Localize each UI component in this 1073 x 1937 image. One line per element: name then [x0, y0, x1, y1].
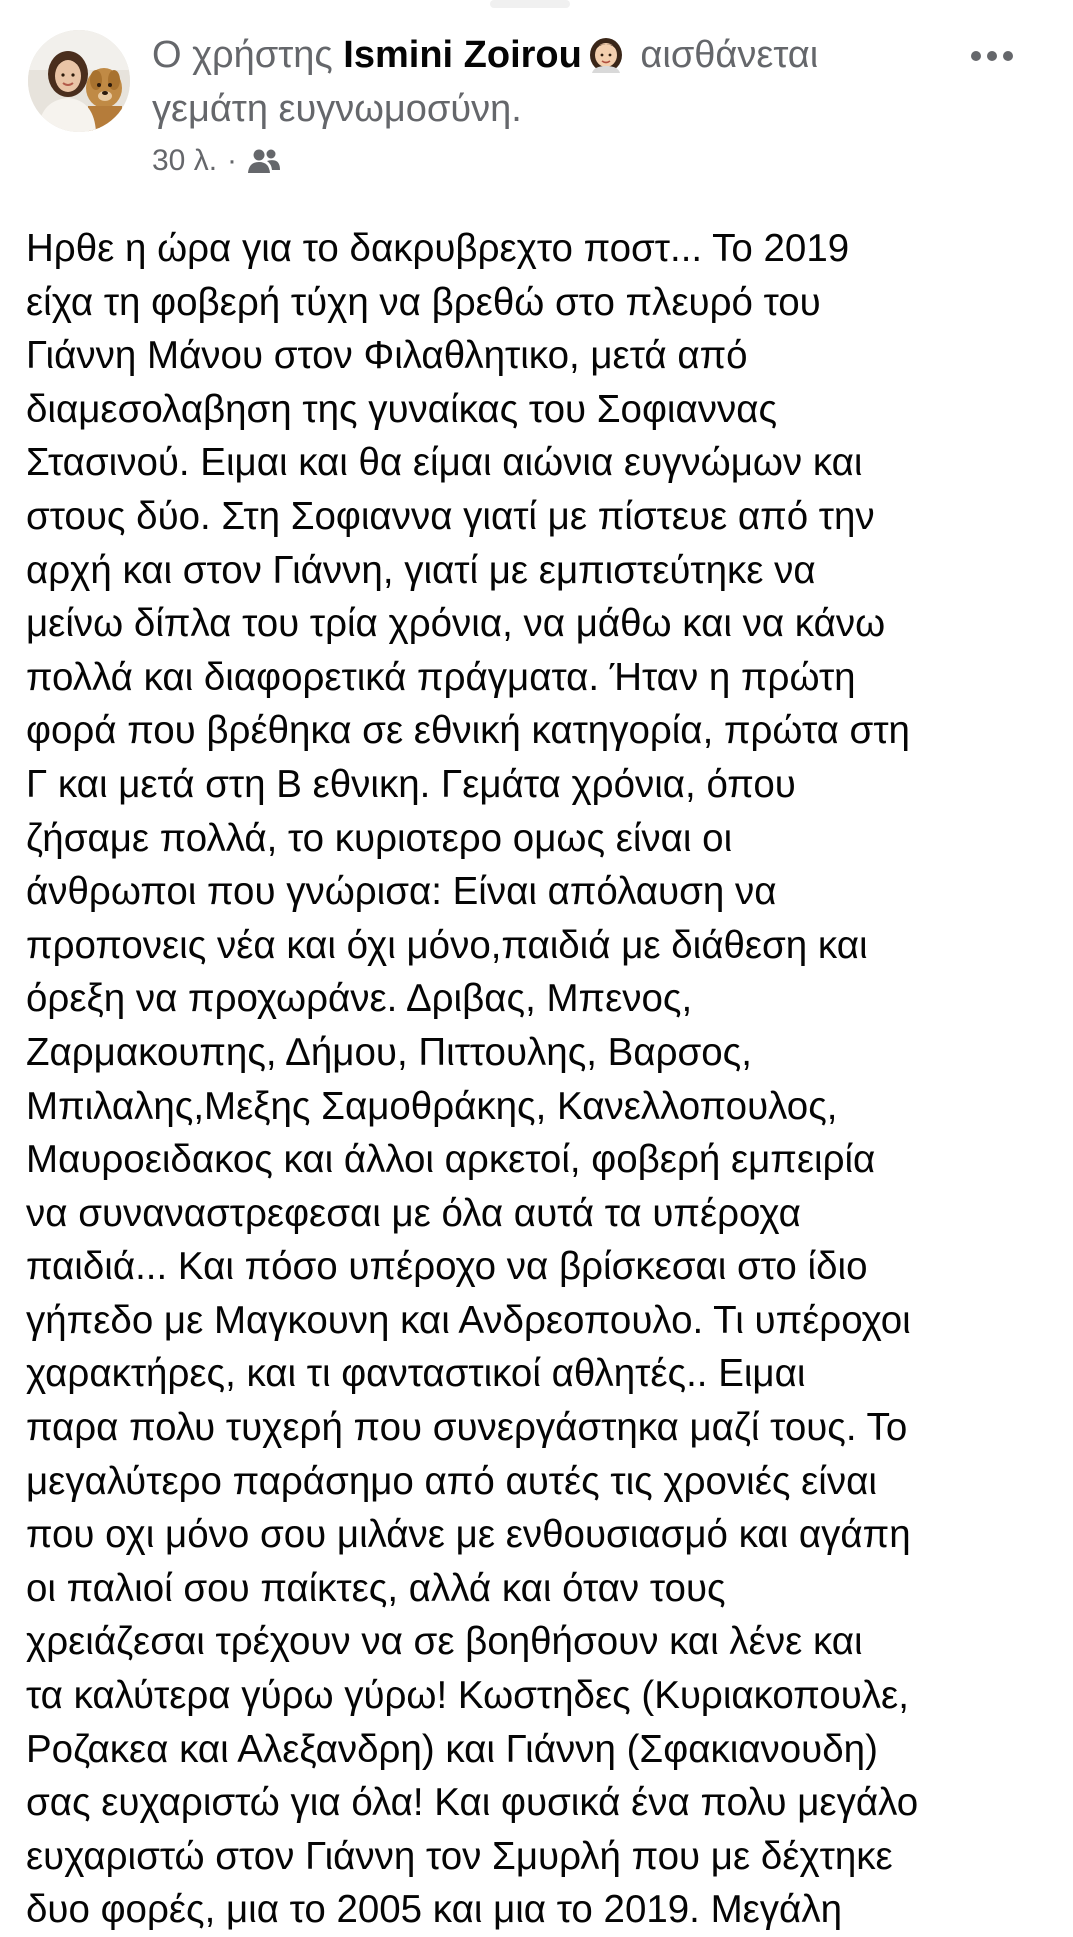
friends-icon[interactable]	[247, 148, 281, 174]
post-text-line: Μαυροειδακος και άλλοι αρκετοί, φοβερή εμπειρία	[26, 1138, 876, 1182]
post-text-line: φορά που βρέθηκα σε εθνική κατηγορία, πρώτα στη	[26, 709, 910, 753]
post-text-line: γήπεδο με Μαγκουνη και Ανδρεοπουλο. Τι υπέροχοι	[26, 1298, 911, 1342]
more-horizontal-icon	[987, 51, 997, 61]
woman-emoji-icon	[586, 33, 626, 73]
post-text-line: οι παλιοί σου παίκτες, αλλά και όταν τους	[26, 1566, 726, 1610]
post-text-line: σας ευχαριστώ για όλα! Και φυσικά ένα πολυ μεγάλο	[26, 1781, 919, 1825]
post-body	[26, 222, 1056, 1937]
meta-separator: ·	[227, 144, 238, 177]
post-text-line: διαμεσολαβηση της γυναίκας του Σοφιαννας	[26, 387, 778, 431]
post-text-line: αρχή και στον Γιάννη, γιατί με εμπιστεύτηκε να	[26, 548, 816, 592]
post-timestamp[interactable]: 30 λ.	[152, 144, 218, 177]
post-text-line: πολλά και διαφορετικά πράγματα. Ήταν η πρώτη	[26, 655, 856, 699]
post-header	[28, 28, 1048, 188]
post-text-line: χρειάζεσαι τρέχουν να σε βοηθήσουν και λένε και	[26, 1620, 863, 1664]
post-text-line: ευχαριστώ στον Γιάννη τον Σμυρλή που με δέχτηκε	[26, 1834, 893, 1878]
post-text-line: μεγαλύτερο παράσημο από αυτές τις χρονιές είναι	[26, 1459, 877, 1503]
post-text-line: είχα τη φοβερή τύχη να βρεθώ στο πλευρό του	[26, 280, 821, 324]
post-text-line: στους δύο. Στη Σοφιαννα γιατί με πίστευε από την	[26, 494, 875, 538]
post-text-line: προπονεις νέα και όχι μόνο,παιδιά με διάθεση και	[26, 923, 868, 967]
post-text-line: Ροζακεα και Αλεξανδρη) και Γιάννη (Σφακιανουδη)	[26, 1727, 878, 1771]
post-text-line: χαρακτήρες, και τι φανταστικοί αθλητές.. Ειμαι	[26, 1352, 806, 1396]
post-meta	[152, 144, 281, 178]
post-text-line: ζήσαμε πολλά, το κυριοτερο ομως είναι οι	[26, 816, 733, 860]
post-text-line: παρα πολυ τυχερή που συνεργάστηκα μαζί τους. Το	[26, 1406, 908, 1450]
post-text-line: να συναναστρεφεσαι με όλα αυτά τα υπέροχα	[26, 1191, 801, 1235]
post-text-line: μείνω δίπλα του τρία χρόνια, να μάθω και να κάνω	[26, 602, 886, 646]
post-text-line: όρεξη να προχωράνε. Δριβας, Μπενος,	[26, 977, 693, 1021]
author-name[interactable]: Ismini Zoirou	[343, 34, 582, 76]
more-options-button[interactable]	[964, 36, 1020, 76]
post-text-line: Γιάννη Μάνου στον Φιλαθλητικο, μετά από	[26, 334, 748, 378]
author-prefix: Ο χρήστης	[152, 34, 333, 76]
activity-text: αισθάνεται	[640, 34, 819, 76]
post-text-line: άνθρωποι που γνώρισα: Είναι απόλαυση να	[26, 870, 777, 914]
top-drag-indicator	[490, 0, 570, 8]
post-text-line: που οχι μόνο σου μιλάνε με ενθουσιασμό και αγάπη	[26, 1513, 911, 1557]
post-text-line: παιδιά... Και πόσο υπέροχο να βρίσκεσαι στο ίδιο	[26, 1245, 868, 1289]
post-text-line: Στασινού. Ειμαι και θα είμαι αιώνια ευγνώμων και	[26, 441, 863, 485]
feeling-text: γεμάτη ευγνωμοσύνη.	[152, 88, 522, 130]
post-text-line: Ζαρμακουπης, Δήμου, Πιττουλης, Βαρσος,	[26, 1030, 752, 1074]
more-horizontal-icon	[971, 51, 981, 61]
post-header-text	[152, 28, 912, 136]
post-text-line: Ηρθε η ώρα για το δακρυβρεχτο ποστ... Το 2019	[26, 227, 850, 270]
post-text-line: δυο φορές, μια το 2005 και μια το 2019. Μεγάλη	[26, 1888, 842, 1932]
post-text-line: Μπιλαλης,Μεξης Σαμοθράκης, Κανελλοπουλος,	[26, 1084, 838, 1128]
author-avatar[interactable]	[28, 30, 130, 132]
post-text-line: Γ και μετά στη Β εθνικη. Γεμάτα χρόνια, όπου	[26, 762, 796, 806]
post-text-line: τα καλύτερα γύρω γύρω! Κωστηδες (Κυριακοπουλε,	[26, 1674, 909, 1718]
more-horizontal-icon	[1003, 51, 1013, 61]
